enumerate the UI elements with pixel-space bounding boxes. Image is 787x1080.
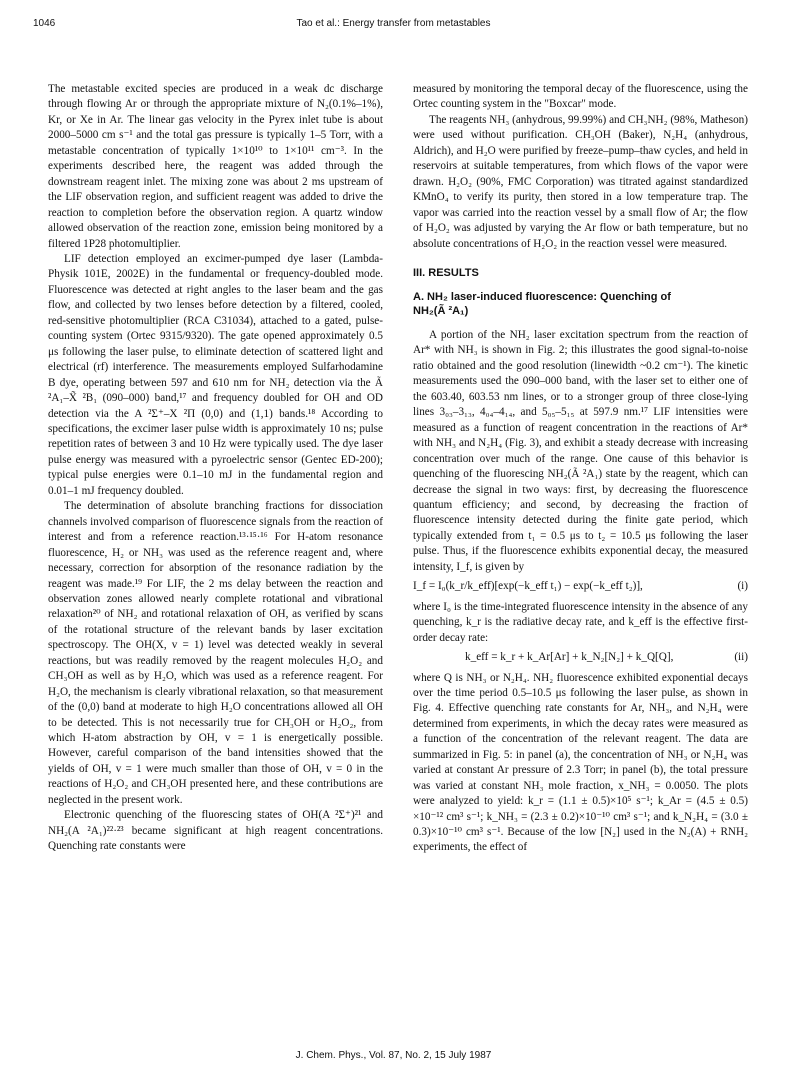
paragraph: The reagents NH₃ (anhydrous, 99.99%) and CH₃NH₂ (98%, Matheson) were used without purification. CH₃OH (Baker), N₂H₄ (anhydrous, Aldrich), and H₂O were purified by freeze–pump–thaw cycles, and held in reservoirs at suitable temperatures, from which flows of the vapor were drawn. H₂O₂ (90%, FMC Corporation) was titrated against standardized KMnO₄ to verify its purity, then stored in a low temperature trap. The vapor was carried into the reaction vessel by a small flow of Ar; the flow of H₂O₂ was adjusted by varying the Ar flow or bath temperature, but no absolute concentrations of H₂O₂ in the reaction vessel were measured. [413, 113, 748, 250]
paragraph: LIF detection employed an excimer-pumped dye laser (Lambda-Physik 101E, 2002E) in the fundamental or frequency-doubled mode. Fluorescence was detected at right angles to the laser beam and the gas flow, and collected by two lenses before detection by a filtered, cooled, red-sensitive photomultiplier (RCA C31034), attached to a gated, pulse-counting system (Ortec 9315/9320). The gate opened approximately 0.5 μs following the laser pulse, to eliminate detection of scattered light and electrical (rf) interference. The measurements employed Sulfarhodamine B dye, operating between 597 and 610 nm for NH₂ detection via the Ã ²A₁–X̃ ²B₁ (090–000) band,¹⁷ and frequency doubled for OH and OD detection via the A ²Σ⁺–X ²Π (0,0) and (1,1) bands.¹⁸ According to specifications, the excimer laser pulse width is approximately 10 ns; pulse repetition rates of between 3 and 10 Hz were typically used. The dye laser pulse energy was measured with a pyroelectric sensor (Gentec ED-200); typical pulse energies were 0.1–10 mJ in the fundamental region and 0.01–1 mJ frequency doubled. [48, 252, 383, 497]
paragraph: where Q is NH₃ or N₂H₄. NH₂ fluorescence exhibited exponential decays over the time period 0.5–10.5 μs following the laser pulse, as shown in Fig. 4. Effective quenching rate constants for Ar, NH₃, and N₂H₄ were determined from experiments, in which the decay rates were measured as a function of the concentration of the relevant reagent. The data are summarized in Fig. 5: in panel (a), the concentration of NH₃ or N₂H₄ was varied at constant Ar pressure of 2.3 Torr; in panel (b), the total pressure was varied at constant NH₃ mole fraction, x_NH₃ = 0.0050. The plots were analyzed to yield: k_r = (1.1 ± 0.5)×10⁵ s⁻¹; k_Ar = (4.5 ± 0.5) ×10⁻¹² cm³ s⁻¹; k_NH₃ = (2.3 ± 0.2)×10⁻¹⁰ cm³ s⁻¹; and k_N₂H₄ = (3.0 ± 0.3)×10⁻¹⁰ cm³ s⁻¹. Because of the low [N₂] used in the N₂(A) + RNH₂ experiments, the effect of [413, 671, 748, 854]
paragraph: where I₀ is the time-integrated fluorescence intensity in the absence of any quenching, k_r is the radiative decay rate, and k_eff is the effective first-order decay rate: [413, 600, 748, 644]
equation [413, 650, 748, 665]
paragraph: A portion of the NH₂ laser excitation spectrum from the reaction of Ar* with NH₃ is shown in Fig. 2; this illustrates the good signal-to-noise ratio obtained and the good resolution (linewidth ~0.2 cm⁻¹). The kinetic measurements used the 090–000 band, with the laser set to either one of the 603.40, 603.53 nm lines, or to a stronger group of three close-lying lines 3₀₃–3₁₃, 4₀₄–4₁₄, and 5₀₅–5₁₅ at 597.9 nm.¹⁷ LIF intensities were measured as a function of reagent concentration in the reactions of Ar* with NH₃ and N₂H₄ (Fig. 3), and exhibit a steady decrease with increasing concentration over much of the range. One cause of this behavior is quenching of the fluorescing NH₂(Ã ²A₁) state by the reagent, which can decrease the signal in two ways: first, by decreasing the fluorescence quantum efficiency; and second, by decreasing the fraction of fluorescence intensity detected during the finite gate period, which typically extended from t₁ = 0.5 μs to t₂ = 10.5 μs following the laser pulse. Thus, if the fluorescence exhibits exponential decay, the measured intensity, I_f, is given by [413, 328, 748, 573]
section-heading: III. RESULTS [413, 266, 479, 279]
equation [413, 579, 748, 594]
equation-body: I_f = I₀(k_r/k_eff)[exp(−k_eff t₁) − exp(−k_eff t₂)], [413, 580, 643, 593]
page-number: 1046 [33, 18, 56, 29]
equation-number: (i) [737, 580, 748, 593]
journal-footer: J. Chem. Phys., Vol. 87, No. 2, 15 July 1987 [295, 1050, 492, 1061]
left-column [48, 82, 383, 855]
paragraph: Electronic quenching of the fluorescing states of OH(A ²Σ⁺)²¹ and NH₂(A ²A₁)²²·²³ became significant at high reagent concentrations. Quenching rate constants were [48, 809, 383, 853]
paragraph: The determination of absolute branching fractions for dissociation channels involved comparison of fluorescence signals from the reaction of interest and from a reference reaction.¹³·¹⁵·¹⁶ For H-atom resonance fluorescence, H₂ or NH₃ was used as the reference reagent and, where necessary, correction for absorption of the resonance radiation by the reagent was made.¹⁹ For LIF, the 2 ms delay between the reaction and observation zones allowed nearly complete rotational and vibrational relaxation²⁰ of NH₂ and rotational relaxation of OH, as verified by scans of the rotational structure of the relevant bands by laser excitation spectroscopy. The OH(X, v = 1) level was detected weakly in several reactions, but was readily removed by the reagent molecules H₂O₂ and CH₃OH as well as by H₂O, which was used as a reference reagent. For H₂O, the mechanism is clearly vibrational relaxation, so that measurement of the (0,0) band at moderate to high H₂O concentrations allowed all OH to be detected. This is not necessarily true for CH₃OH or H₂O₂, from which H-atom abstraction by OH, v = 1 is energetically possible. However, careful comparison of the band intensities showed that the yields of OH, v = 1 were much smaller than those of OH, v = 0 in the reactions of H₂O₂ and CH₃OH presented here, and these contributions are neglected in the present work. [48, 500, 383, 806]
subsection-heading [413, 290, 748, 318]
paragraph: The metastable excited species are produced in a weak dc discharge through flowing Ar or through the appropriate mixture of N₂(0.1%–1%), Kr, or Xe in Ar. The linear gas velocity in the Pyrex inlet tube is about 2000–5000 cm s⁻¹ and the total gas pressure is typically 1–5 Torr, with a metastable concentration of typically 1×10¹⁰ to 1×10¹¹ cm⁻³. In the experiments described here, the reagent was added through the downstream reagent inlet. The mixing zone was about 2 ms upstream of the LIF observation region, and sufficient reagent was added to drive the reaction to completion before the observation region. A quartz window allowed observation of the reaction zone, emission being monitored by a filtered 1P28 photomultiplier. [48, 83, 383, 250]
subsection-heading-line: A. NH₂ laser-induced fluorescence: Quenching of [413, 290, 671, 303]
running-head: Tao et al.: Energy transfer from metastables [296, 18, 491, 29]
equation-number: (ii) [734, 651, 748, 664]
paragraph: measured by monitoring the temporal decay of the fluorescence, using the Ortec counting system in the "Boxcar" mode. [413, 83, 748, 111]
right-column [413, 82, 748, 856]
equation-body: k_eff = k_r + k_Ar[Ar] + k_N₂[N₂] + k_Q[Q], [465, 651, 674, 664]
subsection-heading-line: NH₂(Ã ²A₁) [413, 304, 469, 317]
